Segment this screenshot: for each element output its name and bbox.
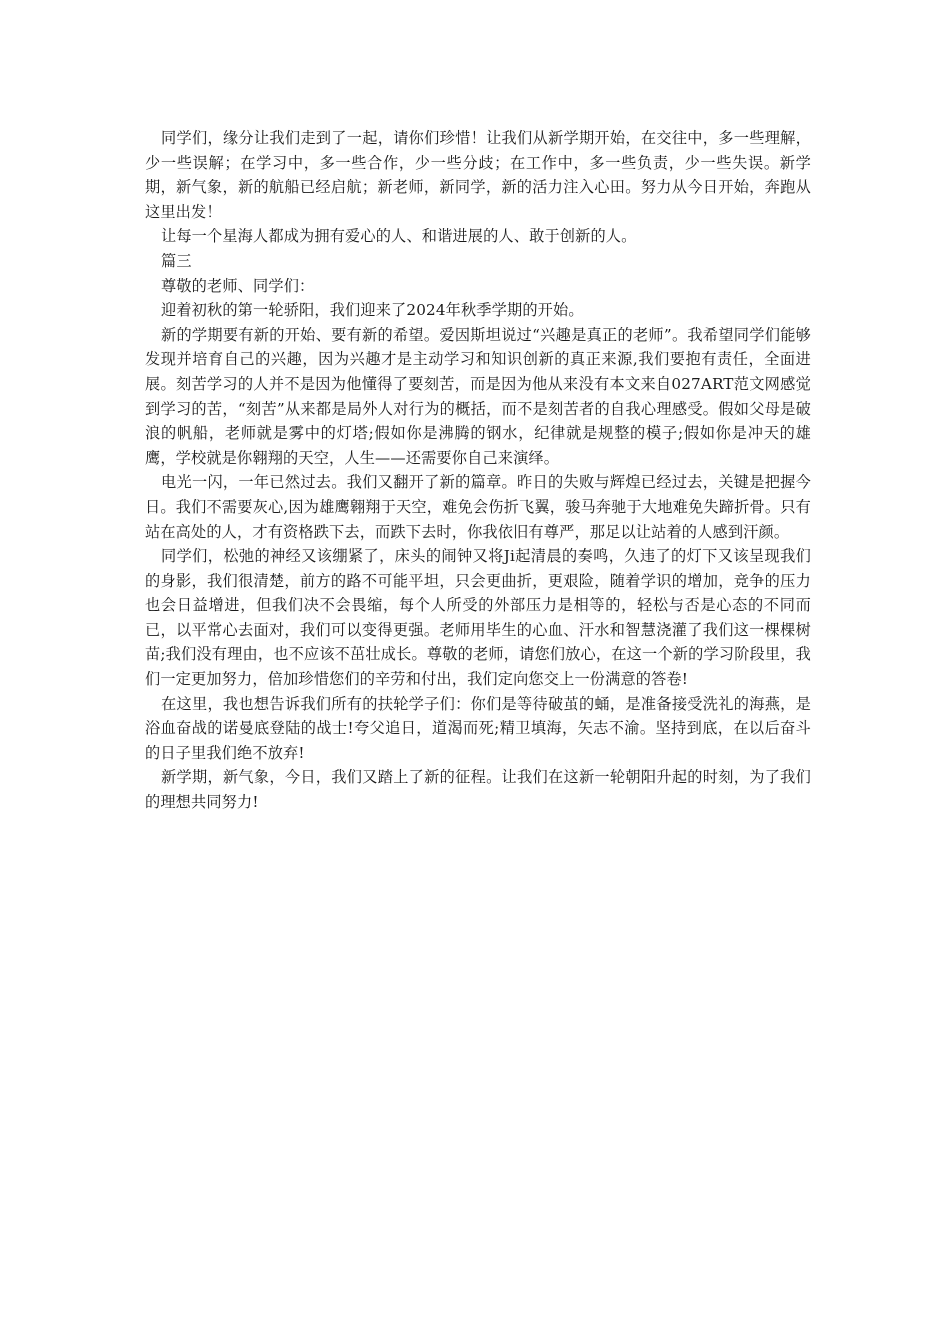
paragraph-3: 迎着初秋的第一轮骄阳，我们迎来了2024年秋季学期的开始。: [161, 301, 584, 320]
paragraph-6: 同学们，松弛的神经又该绷紧了，床头的闹钟又将Ji起清晨的奏鸣，久违了的灯下又该呈现我们的身影，我们很清楚，前方的路不可能平坦，只会更曲折，更艰险，随着学识的增加，竞争的压力也会日益增进，但我们决不会畏缩，每个人所受的外部压力是相等的，轻松与否是心态的不同而已，以平常心去面对，我们可以变得更强。老师用毕生的心血、汗水和智慧浇灌了我们这一棵棵树苗;我们没有理由，也不应该不茁壮成长。尊敬的老师，请您们放心，在这一个新的学习阶段里，我们一定更加努力，倍加珍惜您们的辛劳和付出，我们定向您交上一份满意的答卷!: [145, 547, 811, 689]
section-heading: 篇三: [161, 251, 192, 270]
paragraph-2: 让每一个星海人都成为拥有爱心的人、和谐进展的人、敢于创新的人。: [161, 227, 637, 246]
paragraph-1: 同学们，缘分让我们走到了一起，请你们珍惜！让我们从新学期开始，在交往中，多一些理解，少一些误解；在学习中，多一些合作，少一些分歧；在工作中，多一些负责，少一些失误。新学期，新气象，新的航船已经启航；新老师，新同学，新的活力注入心田。努力从今日开始，奔跑从这里出发！: [145, 129, 811, 221]
paragraph-5: 电光一闪，一年已然过去。我们又翻开了新的篇章。昨日的失败与辉煌已经过去，关键是把握今日。我们不需要灰心,因为雄鹰翱翔于天空，难免会伤折飞翼，骏马奔驰于大地难免失蹄折骨。只有站在高处的人，才有资格跌下去，而跌下去时，你我依旧有尊严，那足以让站着的人感到汗颜。: [145, 473, 811, 541]
paragraph-7: 在这里，我也想告诉我们所有的扶轮学子们：你们是等待破茧的蛹，是准备接受洗礼的海燕，是浴血奋战的诺曼底登陆的战士!夸父追日，道渴而死;精卫填海，矢志不渝。坚持到底，在以后奋斗的日子里我们绝不放弃!: [145, 694, 811, 762]
paragraph-4: 新的学期要有新的开始、要有新的希望。爱因斯坦说过“兴趣是真正的老师”。我希望同学们能够发现并培育自己的兴趣，因为兴趣才是主动学习和知识创新的真正来源,我们要抱有责任，全面进展。刻苦学习的人并不是因为他懂得了要刻苦，而是因为他从来没有本文来自027ART范文网感觉到学习的苦，“刻苦”从来都是局外人对行为的概括，而不是刻苦者的自我心理感受。假如父母是破浪的帆船，老师就是雾中的灯塔;假如你是沸腾的钢水，纪律就是规整的模子;假如你是冲天的雄鹰，学校就是你翱翔的天空，人生——还需要你自己来演绎。: [145, 325, 811, 467]
paragraph-8: 新学期，新气象，今日，我们又踏上了新的征程。让我们在这新一轮朝阳升起的时刻，为了我们的理想共同努力!: [145, 768, 811, 812]
document-page: [145, 126, 811, 815]
salutation: 尊敬的老师、同学们：: [161, 276, 315, 295]
